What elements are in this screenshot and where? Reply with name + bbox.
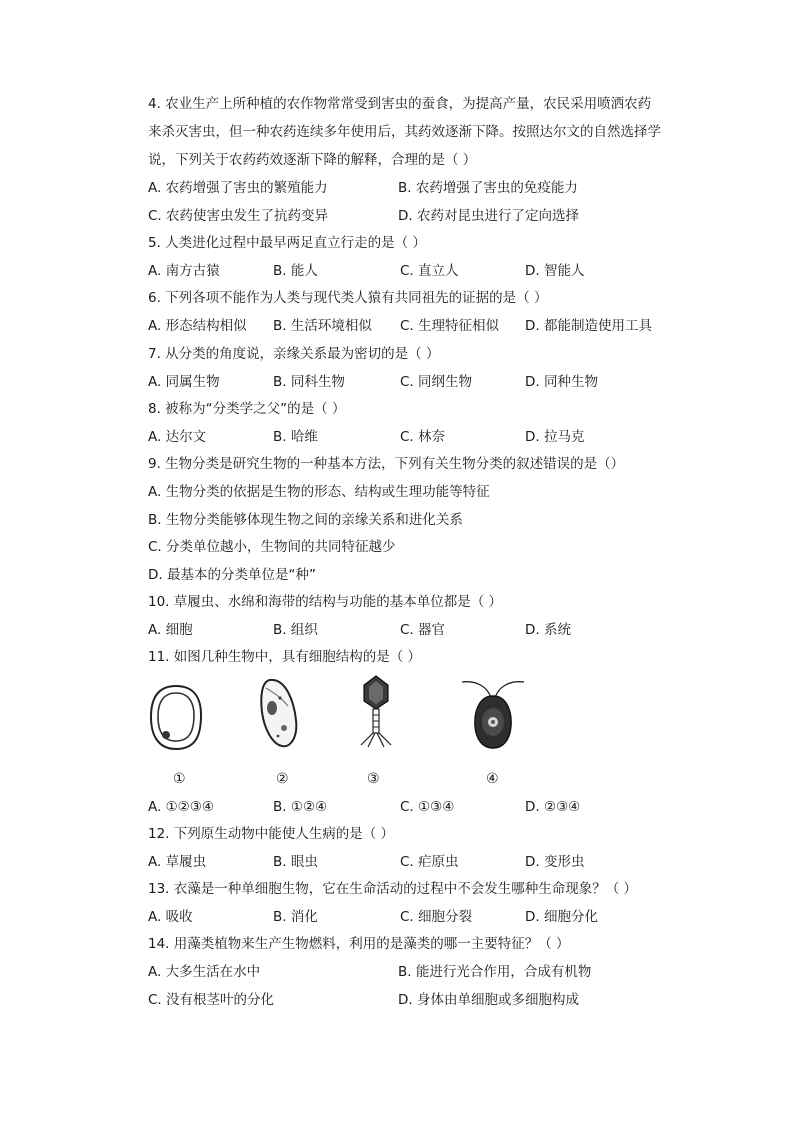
q13-option-a: A. 吸收	[148, 909, 193, 925]
q5-option-b: B. 能人	[273, 263, 318, 279]
q6-option-d: D. 都能制造使用工具	[525, 318, 652, 334]
q8-stem: 8. 被称为“分类学之父”的是（ ）	[148, 401, 346, 417]
q9-option-d: D. 最基本的分类单位是“种”	[148, 567, 316, 583]
q4-option-a: A. 农药增强了害虫的繁殖能力	[148, 180, 328, 196]
q13-option-b: B. 消化	[273, 909, 318, 925]
q8-option-b: B. 哈维	[273, 429, 318, 445]
q4-option-b: B. 农药增强了害虫的免疫能力	[398, 180, 578, 196]
q4-option-c: C. 农药使害虫发生了抗药变异	[148, 208, 329, 224]
q4-stem-line-2: 来杀灭害虫，但一种农药连续多年使用后，其药效逐渐下降。按照达尔文的自然选择学	[148, 124, 661, 140]
q7-stem: 7. 从分类的角度说，亲缘关系最为密切的是（ ）	[148, 346, 440, 362]
q10-option-c: C. 器官	[400, 622, 446, 638]
q7-option-c: C. 同纲生物	[400, 374, 473, 390]
q13-stem: 13. 衣藻是一种单细胞生物，它在生命活动的过程中不会发生哪种生命现象？（ ）	[148, 881, 638, 897]
q8-option-c: C. 林奈	[400, 429, 446, 445]
q7-option-b: B. 同科生物	[273, 374, 345, 390]
q9-stem: 9. 生物分类是研究生物的一种基本方法，下列有关生物分类的叙述错误的是（）	[148, 456, 625, 472]
q14-option-d: D. 身体由单细胞或多细胞构成	[398, 992, 579, 1008]
q12-option-d: D. 变形虫	[525, 854, 585, 870]
q6-stem: 6. 下列各项不能作为人类与现代类人猿有共同祖先的证据的是（ ）	[148, 290, 548, 306]
q9-option-a: A. 生物分类的依据是生物的形态、结构或生理功能等特征	[148, 484, 490, 500]
q11-stem: 11. 如图几种生物中，具有细胞结构的是（ ）	[148, 649, 422, 665]
q11-option-b: B. ①②④	[273, 799, 328, 815]
q14-option-c: C. 没有根茎叶的分化	[148, 992, 275, 1008]
paramecium-illustration-2	[256, 676, 302, 750]
q11-option-a: A. ①②③④	[148, 799, 214, 815]
figure-label-1: ①	[173, 771, 186, 787]
q10-option-b: B. 组织	[273, 622, 318, 638]
q11-option-d: D. ②③④	[525, 799, 581, 815]
q13-option-d: D. 细胞分化	[525, 909, 598, 925]
q12-stem: 12. 下列原生动物中能使人生病的是（ ）	[148, 826, 395, 842]
cell-illustration-1	[148, 683, 204, 753]
q6-option-c: C. 生理特征相似	[400, 318, 500, 334]
q6-option-a: A. 形态结构相似	[148, 318, 247, 334]
q5-stem: 5. 人类进化过程中最早两足直立行走的是（ ）	[148, 235, 426, 251]
q7-option-d: D. 同种生物	[525, 374, 598, 390]
figure-label-3: ③	[367, 771, 380, 787]
q8-option-d: D. 拉马克	[525, 429, 585, 445]
q10-option-a: A. 细胞	[148, 622, 193, 638]
q14-option-a: A. 大多生活在水中	[148, 964, 261, 980]
q10-option-d: D. 系统	[525, 622, 571, 638]
q5-option-d: D. 智能人	[525, 263, 585, 279]
q14-option-b: B. 能进行光合作用，合成有机物	[398, 964, 592, 980]
q7-option-a: A. 同属生物	[148, 374, 220, 390]
q4-option-d: D. 农药对昆虫进行了定向选择	[398, 208, 579, 224]
q10-stem: 10. 草履虫、水绵和海带的结构与功能的基本单位都是（ ）	[148, 594, 503, 610]
chlamydomonas-illustration-4	[458, 676, 528, 752]
q4-stem-line-1: 4. 农业生产上所种植的农作物常常受到害虫的蚕食，为提高产量，农民采用喷洒农药	[148, 96, 652, 112]
q13-option-c: C. 细胞分裂	[400, 909, 473, 925]
q6-option-b: B. 生活环境相似	[273, 318, 372, 334]
q4-stem-line-3: 说，下列关于农药药效逐渐下降的解释，合理的是（ ）	[148, 152, 477, 168]
q5-option-a: A. 南方古猿	[148, 263, 220, 279]
figure-label-2: ②	[276, 771, 289, 787]
q12-option-c: C. 疟原虫	[400, 854, 459, 870]
virus-illustration-3	[356, 673, 396, 749]
q8-option-a: A. 达尔文	[148, 429, 207, 445]
q14-stem: 14. 用藻类植物来生产生物燃料，利用的是藻类的哪一主要特征？（ ）	[148, 936, 570, 952]
q12-option-a: A. 草履虫	[148, 854, 207, 870]
q12-option-b: B. 眼虫	[273, 854, 318, 870]
q9-option-b: B. 生物分类能够体现生物之间的亲缘关系和进化关系	[148, 512, 463, 528]
q5-option-c: C. 直立人	[400, 263, 459, 279]
q11-option-c: C. ①③④	[400, 799, 455, 815]
figure-label-4: ④	[486, 771, 499, 787]
q9-option-c: C. 分类单位越小，生物间的共同特征越少	[148, 539, 396, 555]
